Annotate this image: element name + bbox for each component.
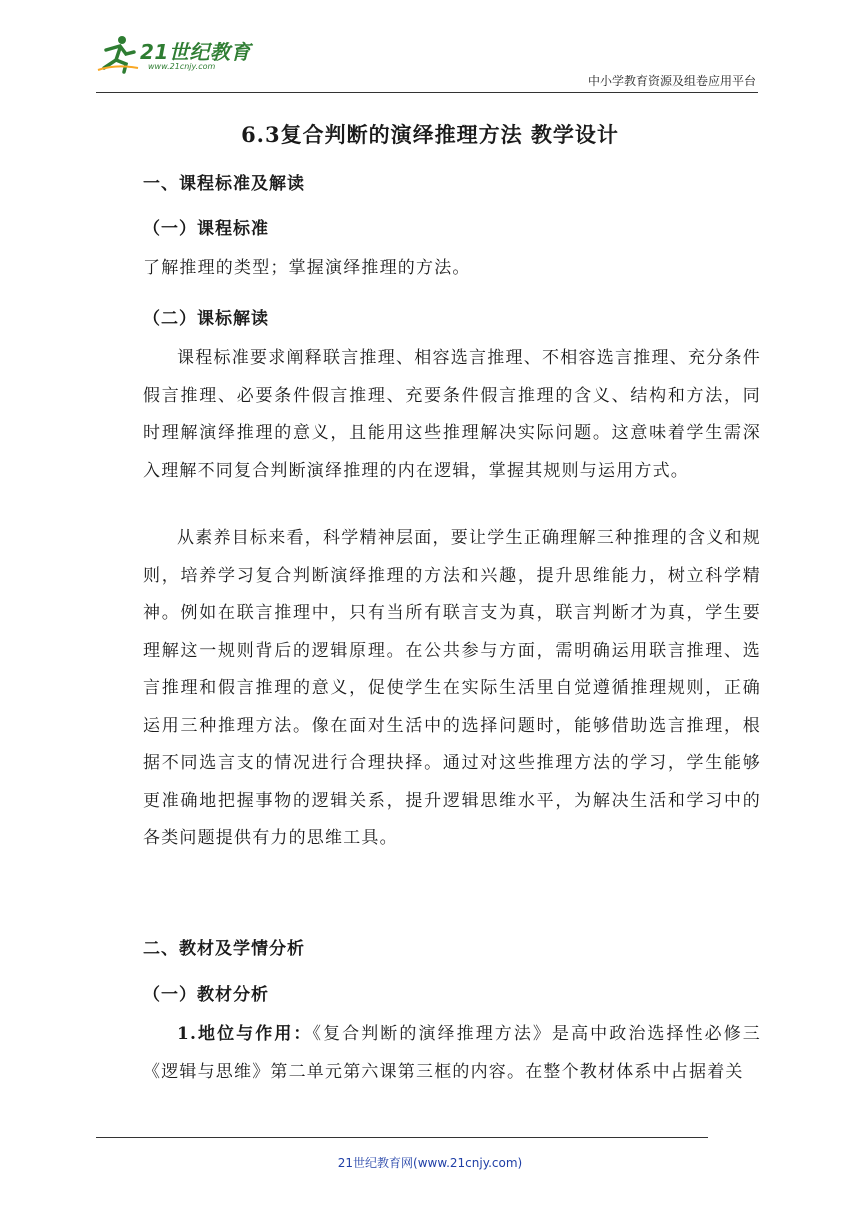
runner-logo-icon: [96, 34, 140, 74]
paragraph-standard: 了解推理的类型；掌握演绎推理的方法。: [143, 258, 471, 278]
footer-link[interactable]: 21世纪教育网(www.21cnjy.com): [337, 1156, 523, 1170]
subsection-heading-1-1: （一）课程标准: [143, 219, 269, 239]
header-divider: [96, 92, 758, 93]
paragraph-interpretation-1: 课程标准要求阐释联言推理、相容选言推理、不相容选言推理、充分条件假言推理、必要条件假言推理、充要条件假言推理的含义、结构和方法，同时理解演绎推理的意义，且能用这些推理解决实际问题。这意味着学生需深入理解不同复合判断演绎推理的内在逻辑，掌握其规则与运用方式。: [143, 348, 761, 481]
document-title: 6.3复合判断的演绎推理方法 教学设计: [241, 122, 619, 147]
paragraph-interpretation-2: 从素养目标来看，科学精神层面，要让学生正确理解三种推理的含义和规则，培养学习复合判断演绎推理的方法和兴趣，提升思维能力，树立科学精神。例如在联言推理中，只有当所有联言支为真，联言判断才为真，学生要理解这一规则背后的逻辑原理。在公共参与方面，需明确运用联言推理、选言推理和假言推理的意义，促使学生在实际生活里自觉遵循推理规则，正确运用三种推理方法。像在面对生活中的选择问题时，能够借助选言推理，根据不同选言支的情况进行合理抉择。通过对这些推理方法的学习，学生能够更准确地把握事物的逻辑关系，提升逻辑思维水平，为解决生活和学习中的各类问题提供有力的思维工具。: [143, 528, 761, 848]
logo-url: www.21cnjy.com: [148, 62, 216, 71]
logo-text: 21世纪教育: [140, 40, 251, 64]
platform-name: 中小学教育资源及组卷应用平台: [587, 74, 756, 88]
subsection-heading-1-2: （二）课标解读: [143, 309, 269, 329]
section-heading-1: 一、课程标准及解读: [143, 174, 305, 194]
paragraph-label: 1.地位与作用：: [177, 1024, 313, 1044]
site-logo: [96, 34, 256, 78]
section-heading-2: 二、教材及学情分析: [143, 939, 305, 959]
paragraph-body: 《复合判断的演绎推理方法》是高中政治选择性必修三《逻辑与思维》第二单元第六课第三框的内容。在整个教材体系中占据着关: [143, 1024, 761, 1082]
subsection-heading-2-1: （一）教材分析: [143, 985, 269, 1005]
footer-divider: [96, 1137, 708, 1138]
paragraph-textbook-analysis: [143, 1016, 761, 1091]
